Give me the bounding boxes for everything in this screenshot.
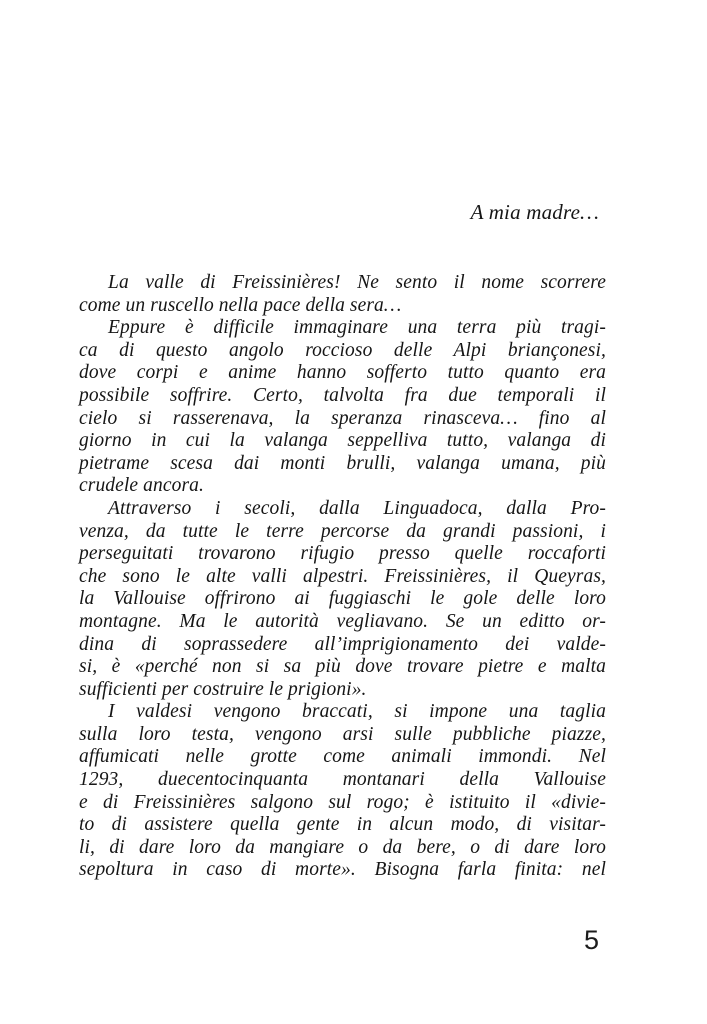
paragraph [79,498,606,701]
text-line: perseguitati trovarono rifugio presso quelle roccaforti [79,543,606,565]
body-text [79,272,606,882]
text-line: venza, da tutte le terre percorse da grandi passioni, i [79,520,606,542]
text-line: Eppure è difficile immaginare una terra più tragi- [108,317,606,339]
text-line: 1293, duecentocinquanta montanari della Vallouise [79,769,606,791]
text-line: giorno in cui la valanga seppelliva tutto, valanga di [79,430,606,452]
text-line: La valle di Freissinières! Ne sento il nome scorrere [108,272,606,293]
text-line: la Vallouise offrirono ai fuggiaschi le gole delle loro [79,588,606,610]
text-line: pietrame scesa dai monti brulli, valanga umana, più [79,452,606,474]
text-line: si, è «perché non si sa più dove trovare pietre e malta [79,656,606,678]
text-line: Attraverso i secoli, dalla Linguadoca, dalla Pro- [108,497,606,519]
text-line: dove corpi e anime hanno sofferto tutto quanto era [79,362,606,384]
text-line: crudele ancora. [79,475,204,497]
text-line: sepoltura in caso di morte». Bisogna farla finita: nel [79,859,606,881]
text-line: come un ruscello nella pace della sera… [79,294,402,316]
text-line: che sono le alte valli alpestri. Freissinières, il Queyras, [79,565,606,587]
text-line: possibile soffrire. Certo, talvolta fra due temporali il [79,384,606,406]
text-line: I valdesi vengono braccati, si impone una taglia [108,701,606,723]
text-line: sufficienti per costruire le prigioni». [79,678,367,700]
text-line: ca di questo angolo roccioso delle Alpi briançonesi, [79,339,606,361]
text-line: affumicati nelle grotte come animali immondi. Nel [79,746,606,768]
text-line: sulla loro testa, vengono arsi sulle pubbliche piazze, [79,723,606,745]
text-line: dina di soprassedere all’imprigionamento dei valde- [79,633,606,655]
text-line: e di Freissinières salgono sul rogo; è istituito il «divie- [79,791,606,813]
page-number: 5 [583,925,599,955]
paragraph [79,317,606,498]
paragraph [79,701,606,882]
dedication: A mia madre… [470,200,599,224]
text-line: to di assistere quella gente in alcun modo, di visitar- [79,814,606,836]
text-line: montagne. Ma le autorità vegliavano. Se un editto or- [79,610,606,632]
text-line: li, di dare loro da mangiare o da bere, o di dare loro [79,836,606,858]
paragraph [79,272,606,317]
text-line: cielo si rasserenava, la speranza rinasceva… fino al [79,407,606,429]
